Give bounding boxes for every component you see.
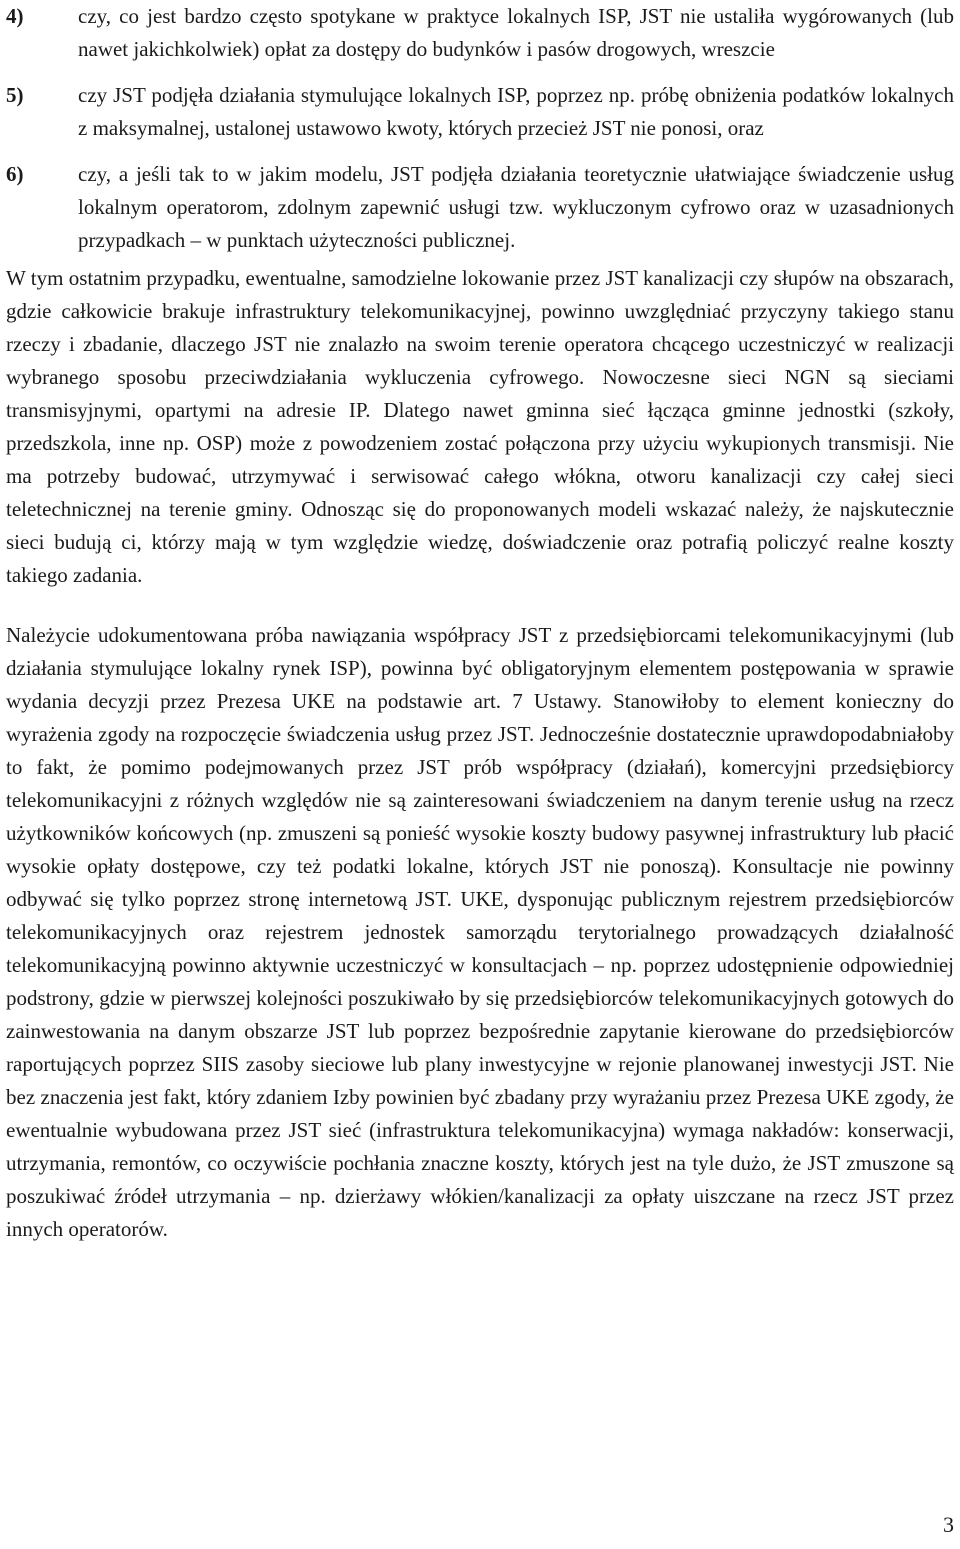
list-item-text: czy, a jeśli tak to w jakim modelu, JST podjęła działania teoretycznie ułatwiające świadczenie usług lokalnym operatorom, zdolnym zapewnić usługi tzw. wykluczonym cyfrowo oraz w uzasadnionych przypadkach – w punktach użyteczności publicznej. — [78, 162, 954, 252]
list-item-number: 6) — [6, 162, 24, 187]
body-paragraph-1: W tym ostatnim przypadku, ewentualne, samodzielne lokowanie przez JST kanalizacji czy słupów na obszarach, gdzie całkowicie brakuje infrastruktury telekomunikacyjnej, powinno uwzględniać przyczyny takiego stanu rzeczy i zbadanie, dlaczego JST nie znalazło na swoim terenie operatora chcącego uczestniczyć w realizacji wybranego sposobu przeciwdziałania wykluczenia cyfrowego. Nowoczesne sieci NGN są sieciami transmisyjnymi, opartymi na adresie IP. Dlatego nawet gminna sieć łącząca gminne jednostki (szkoły, przedszkola, inne np. OSP) może z powodzeniem zostać połączona przy użyciu wykupionych transmisji. Nie ma potrzeby budować, utrzymywać i serwisować całego włókna, otworu kanalizacji czy całej sieci teletechnicznej na terenie gminy. Odnosząc się do proponowanych modeli wskazać należy, że najskutecznie sieci budują ci, którzy mają w tym względzie wiedzę, doświadczenie oraz potrafią policzyć realne koszty takiego zadania. — [6, 266, 954, 588]
list-item-4 — [6, 0, 954, 65]
list-item-text: czy JST podjęła działania stymulujące lokalnych ISP, poprzez np. próbę obniżenia podatków lokalnych z maksymalnej, ustalonej ustawowo kwoty, których przecież JST nie ponosi, oraz — [78, 83, 954, 140]
list-item-number: 5) — [6, 83, 24, 108]
page-number: 3 — [943, 1512, 954, 1537]
list-item-number: 4) — [6, 4, 24, 28]
list-item-6 — [6, 158, 954, 256]
list-item-text: czy, co jest bardzo często spotykane w praktyce lokalnych ISP, JST nie ustaliła wygórowanych (lub nawet jakichkolwiek) opłat za dostępy do budynków i pasów drogowych, wreszcie — [78, 4, 954, 61]
body-paragraph-2: Należycie udokumentowana próba nawiązania współpracy JST z przedsiębiorcami telekomunikacyjnymi (lub działania stymulujące lokalny rynek ISP), powinna być obligatoryjnym elementem postępowania w sprawie wydania decyzji przez Prezesa UKE na podstawie art. 7 Ustawy. Stanowiłoby to element konieczny do wyrażenia zgody na rozpoczęcie świadczenia usług przez JST. Jednocześnie dostatecznie uprawdopodabniałoby to fakt, że pomimo podejmowanych przez JST prób współpracy (działań), komercyjni przedsiębiorcy telekomunikacyjni z różnych względów nie są zainteresowani świadczeniem na danym terenie usług na rzecz użytkowników końcowych (np. zmuszeni są ponieść wysokie koszty budowy pasywnej infrastruktury lub płacić wysokie opłaty dostępowe, czy też podatki lokalne, których JST nie ponoszą). Konsultacje nie powinny odbywać się tylko poprzez stronę internetową JST. UKE, dysponując publicznym rejestrem przedsiębiorców telekomunikacyjnych oraz rejestrem jednostek samorządu terytorialnego prowadzących działalność telekomunikacyjną powinno aktywnie uczestniczyć w konsultacjach – np. poprzez udostępnienie odpowiedniej podstrony, gdzie w pierwszej kolejności poszukiwało by się przedsiębiorców telekomunikacyjnych gotowych do zainwestowania na danym obszarze JST lub poprzez bezpośrednie zapytanie kierowane do przedsiębiorców raportujących poprzez SIIS zasoby sieciowe lub plany inwestycyjne w rejonie planowanej inwestycji JST. Nie bez znaczenia jest fakt, który zdaniem Izby powinien być zbadany przy wyrażaniu przez Prezesa UKE zgody, że ewentualnie wybudowana przez JST sieć (infrastruktura telekomunikacyjna) wymaga nakładów: konserwacji, utrzymania, remontów, co oczywiście pochłania znaczne koszty, których jest na tyle dużo, że JST zmuszone są poszukiwać źródeł utrzymania – np. dzierżawy włókien/kanalizacji za opłaty uiszczane na rzecz JST przez innych operatorów. — [6, 623, 954, 1242]
list-item-5 — [6, 79, 954, 144]
document-page — [6, 0, 954, 1246]
numbered-list — [6, 0, 954, 256]
